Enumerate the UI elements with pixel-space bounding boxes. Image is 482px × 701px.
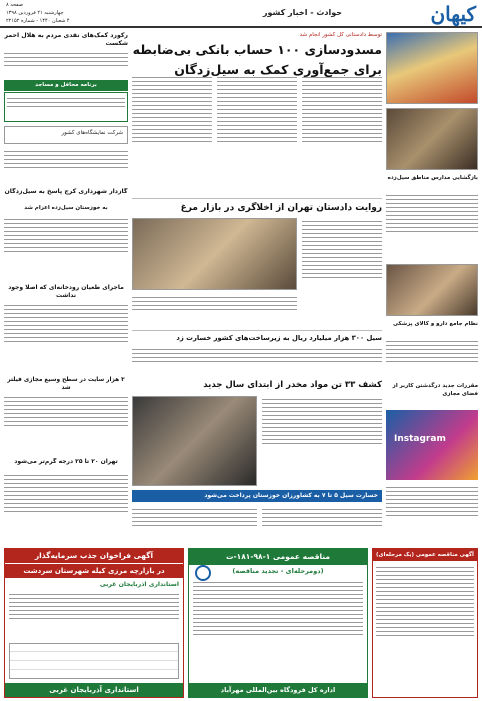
sidebar-banner-image [386,32,478,104]
sidebar-photo-classroom [386,108,478,170]
left-story-b-headline: گازدار شهرداری کرج پاسخ به سیل‌زدگان [4,188,128,195]
sidebar-body-1 [386,192,478,262]
section-title: حوادث - اخبار کشور [262,8,342,17]
exhibition-notice: شرکت نمایشگاه‌های کشور [4,126,128,144]
ad-left-frame [4,548,184,698]
story-3-body [132,346,382,376]
issue-date: چهارشنبه ۲۱ فروردین ۱۳۹۸ [6,10,64,16]
lead-headline-2: برای جمع‌آوری کمک به سیل‌زدگان [174,62,382,77]
ad-middle-title-2: (دومرحله‌ای - تجدید مناقصه) [232,567,324,575]
left-body-4 [4,394,128,454]
ad-left-footer: استانداری آذربایجان غربی [5,683,183,697]
left-body-2 [4,216,128,280]
story-5-headline: خسارت سیل ۵ تا ۷ به کشاورزان خوزستان پرداخت می‌شود [132,490,382,502]
ad-right-body [376,564,474,694]
ad-left-title-2: در بازارچه مرزی کیله شهرستان سردشت [5,564,183,578]
ad-middle-frame [188,548,368,698]
left-story-a-body [4,50,128,78]
left-story-f-headline: تهران ۲۰ تا ۲۵ درجه گرم‌تر می‌شود [14,458,118,465]
sidebar-item-schools: بازگشایی مدارس مناطق سیل‌زده [387,175,478,181]
sidebar-photo-meeting [386,264,478,316]
story-2-body-2 [132,294,297,326]
story-2-body-1 [302,218,382,326]
story-4-body [262,396,382,486]
social-apps-image [386,410,478,480]
story-3-headline: سیل ۳۰۰ هزار میلیارد ریال به زیرساخت‌های کشور خسارت زد [176,334,382,342]
lead-headline-1: مسدودسازی ۱۰۰ حساب بانکی بی‌ضابطه [132,42,382,57]
lead-kicker: توسط دادستانی کل کشور انجام شد [299,32,382,38]
mosques-box-body [4,92,128,122]
story-2-photo-poultry [132,218,297,290]
lead-body-col-2 [217,74,297,194]
issue-number: ۴ شعبان ۱۴۴۰ - شماره ۲۲۱۵۲ [6,18,70,24]
ad-middle-footer: اداره کل فرودگاه بین‌المللی مهرآباد [189,683,367,697]
lead-body-col-3 [132,74,212,194]
story-4-photo-police [132,396,257,486]
ad-middle-body [193,579,363,679]
sidebar-item-pharma: نظام جامع دارو و کالای پزشکی [392,321,478,327]
ad-right-frame [372,548,478,698]
masthead [0,0,482,28]
lead-body-col-1 [302,74,382,194]
right-sidebar [386,32,478,542]
story-4-headline: کشف ۳۳ تن مواد مخدر از ابتدای سال جدید [203,380,382,390]
ad-middle-title-1: مناقصه عمومی ۱-۹۸-۱۸۱-ت [189,549,367,565]
ad-left-org: استانداری آذربایجان غربی [99,581,179,588]
divider [132,198,382,199]
instagram-icon: Instagram [394,434,446,444]
left-body-3 [4,302,128,372]
ad-left-title-1: آگهی فراخوان جذب سرمایه‌گذار [5,549,183,563]
mosques-box-title: برنامه محافل و مساجد [4,80,128,91]
sidebar-body-2 [386,338,478,378]
left-story-d-headline: ماجرای طغیان رودخانه‌ای که اصلا وجود نداشت [8,284,124,299]
page-number: صفحه ۸ [6,2,23,8]
left-story-c-headline: به خوزستان سیل‌زده اعزام شد [24,205,108,211]
sidebar-item-cyber: مقررات جدید درگذشتن کاربر از فضای مجازی [392,383,478,397]
left-column [4,32,128,542]
left-body-5 [4,472,128,542]
left-story-e-headline: ۳ هزار سایت در سطح وسیع مجازی فیلتر شد [7,377,125,391]
story-5-body-2 [132,506,257,542]
left-body-1 [4,148,128,184]
ad-left-table [9,643,179,679]
story-5-body-1 [262,506,382,542]
left-story-a-headline: رکورد کمک‌های نقدی مردم به هلال احمر شکست [4,32,128,47]
ad-left-body [9,591,179,641]
divider [132,330,382,331]
story-2-headline: روایت دادستان تهران از اخلاگری در بازار مرغ [180,203,382,213]
ad-right-title: آگهی مناقصه عمومی (یک مرحله‌ای) [373,549,477,561]
newspaper-logo: کیهان [430,2,476,26]
sidebar-body-3 [386,484,478,542]
